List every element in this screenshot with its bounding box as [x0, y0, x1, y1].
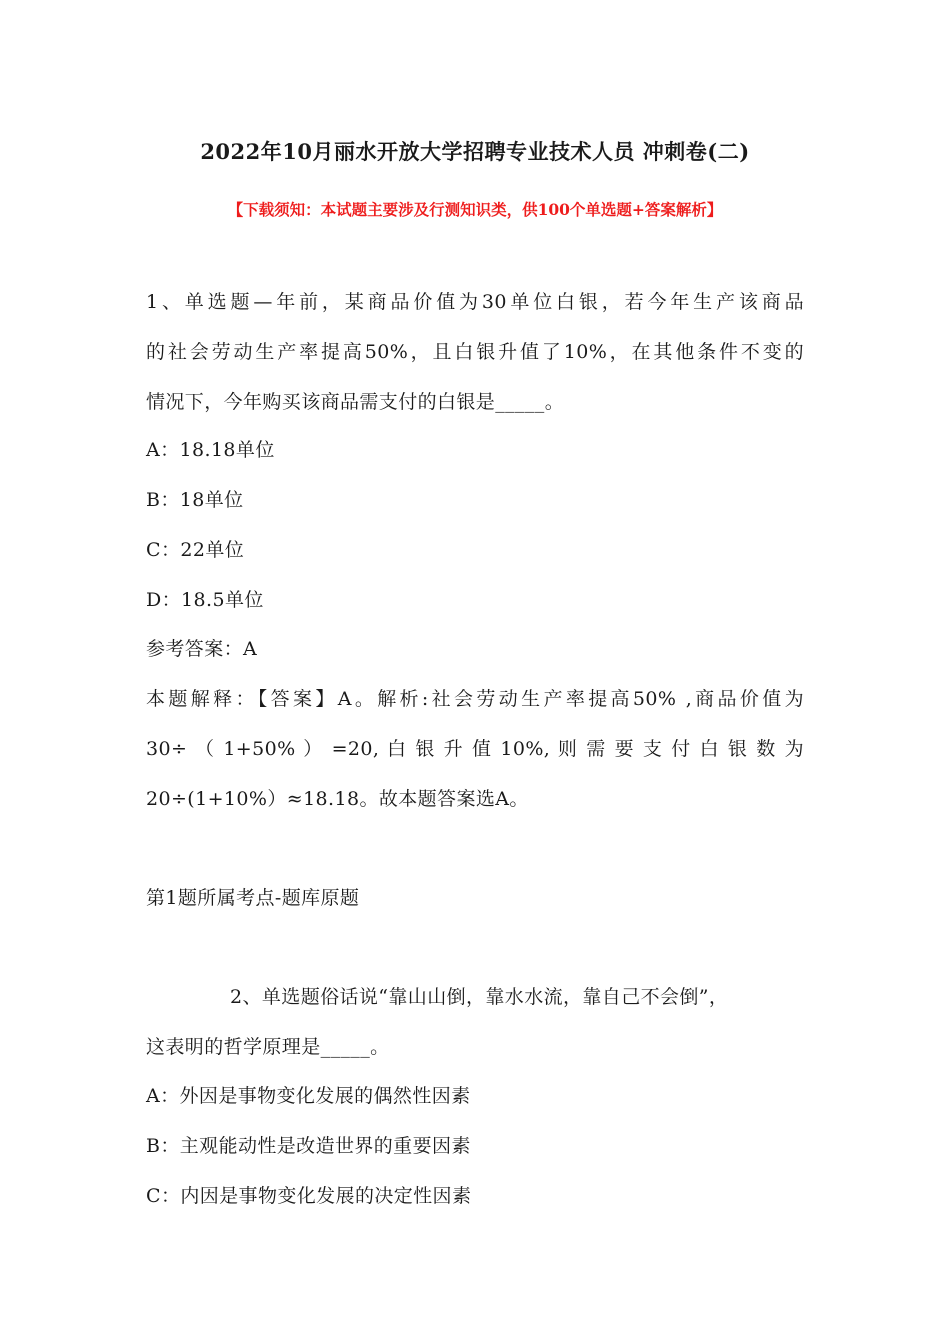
q1-option-a: A：18.18单位: [146, 439, 275, 461]
q1-explanation-line-3: 20÷(1+10%）≈18.18。故本题答案选A。: [146, 788, 529, 810]
q2-option-b: B：主观能动性是改造世界的重要因素: [146, 1135, 471, 1157]
q1-topic: 第1题所属考点-题库原题: [146, 887, 360, 909]
q1-stem-line-1: 1、单选题—年前，某商品价值为30单位白银，若今年生产该商品: [146, 291, 804, 313]
q2-option-a: A：外因是事物变化发展的偶然性因素: [146, 1085, 471, 1107]
q1-answer: 参考答案：A: [146, 638, 258, 660]
q1-explanation-line-1: 本题解释：【答案】A。解析:社会劳动生产率提高50% ,商品价值为: [146, 688, 804, 710]
q1-stem-line-3: 情况下，今年购买该商品需支付的白银是_____。: [146, 391, 565, 413]
q1-stem-line-2: 的社会劳动生产率提高50%，且白银升值了10%，在其他条件不变的: [146, 341, 804, 363]
download-notice: 【下载须知：本试题主要涉及行测知识类，供100个单选题+答案解析】: [227, 200, 723, 219]
q2-option-c: C：内因是事物变化发展的决定性因素: [146, 1185, 472, 1207]
document-title: 2022年10月丽水开放大学招聘专业技术人员 冲刺卷(二): [200, 139, 750, 164]
q2-stem-line-2: 这表明的哲学原理是_____。: [146, 1036, 390, 1058]
q2-stem-line-1: 2、单选题俗话说“靠山山倒，靠水水流，靠自己不会倒”，: [230, 986, 729, 1008]
q1-option-c: C：22单位: [146, 539, 245, 561]
q1-option-b: B：18单位: [146, 489, 244, 511]
q1-explanation-line-2: 30÷ （ 1+50% ） =20, 白 银 升 值 10%, 则 需 要 支 付 白 银 数 为: [146, 738, 804, 760]
q1-option-d: D：18.5单位: [146, 589, 264, 611]
